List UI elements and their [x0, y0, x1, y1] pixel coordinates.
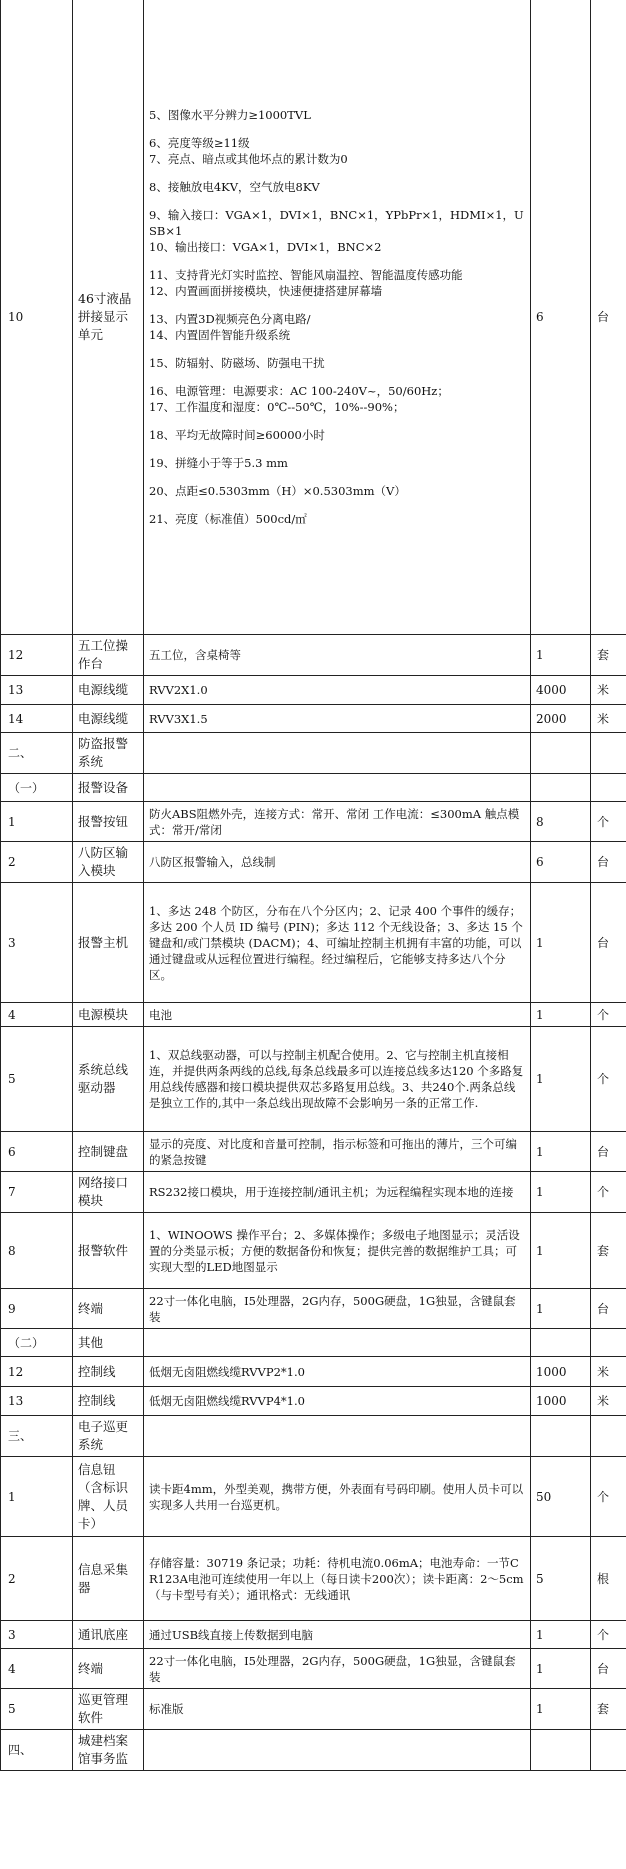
row-index: 4: [1, 1003, 73, 1027]
row-index: 5: [1, 1027, 73, 1132]
item-name: 电源模块: [73, 1003, 144, 1027]
quantity: 1: [531, 635, 591, 676]
section-title: 电子巡更系统: [73, 1416, 144, 1457]
row-index: 3: [1, 1621, 73, 1649]
item-description: 低烟无卤阻燃线缆RVVP2*1.0: [144, 1357, 531, 1387]
spec-line: 11、支持背光灯实时监控、智能风扇温控、智能温度传感功能: [149, 267, 463, 282]
item-description: 1、多达 248 个防区，分布在八个分区内；2、记录 400 个事件的缓存；多达 200 个人员 ID 编号 (PIN)；多达 112 个无线设备；3、多达 15 个键盘和/或门禁模块 (DACM)；4、可编址控制主机拥有丰富的功能，可以通过键盘或从远程位置进行编程。经过编程后，它能够支持多达八个分区。: [144, 883, 531, 1003]
table-row: [1, 1621, 626, 1649]
table-row: [1, 635, 626, 676]
quantity: [531, 1329, 591, 1357]
item-name: 电源线缆: [73, 705, 144, 733]
unit: 台: [591, 0, 626, 635]
table-row: [1, 1172, 626, 1213]
item-name: 八防区输入模块: [73, 842, 144, 883]
item-description: [144, 1416, 531, 1457]
table-row: [1, 1649, 626, 1689]
unit: [591, 1416, 626, 1457]
row-index: 9: [1, 1289, 73, 1329]
table-row: [1, 1689, 626, 1730]
item-name: 信息钮（含标识牌、人员卡）: [73, 1457, 144, 1537]
row-index: 2: [1, 1537, 73, 1621]
unit: 个: [591, 1621, 626, 1649]
unit: 个: [591, 1457, 626, 1537]
quantity: 4000: [531, 676, 591, 705]
table-row: [1, 1387, 626, 1416]
item-name: 巡更管理软件: [73, 1689, 144, 1730]
table-row: [1, 1537, 626, 1621]
spec-line: 17、工作温度和湿度：0℃--50℃，10%--90%；: [149, 399, 405, 414]
item-name: 网络接口模块: [73, 1172, 144, 1213]
quantity: 8: [531, 802, 591, 842]
row-index: 1: [1, 802, 73, 842]
quantity: 2000: [531, 705, 591, 733]
row-index: 3: [1, 883, 73, 1003]
row-index: 13: [1, 676, 73, 705]
unit: 米: [591, 1387, 626, 1416]
table-row: [1, 802, 626, 842]
quantity: 1: [531, 1172, 591, 1213]
unit: 个: [591, 802, 626, 842]
quantity: 1: [531, 1213, 591, 1289]
spec-line: 7、亮点、暗点或其他坏点的累计数为0: [149, 151, 348, 166]
item-name: 终端: [73, 1649, 144, 1689]
row-index: 2: [1, 842, 73, 883]
unit: 台: [591, 883, 626, 1003]
spec-list: [144, 0, 531, 635]
item-description: [144, 774, 531, 802]
table-row: [1, 1357, 626, 1387]
quantity: 6: [531, 842, 591, 883]
table-row: [1, 1003, 626, 1027]
spec-line: 16、电源管理：电源要求：AC 100-240V~，50/60Hz；: [149, 383, 449, 398]
section-index: 二、: [1, 733, 73, 774]
item-description: 22寸一体化电脑，I5处理器，2G内存，500G硬盘，1G独显，含键鼠套装: [144, 1649, 531, 1689]
item-name: 46寸液晶拼接显示单元: [73, 0, 144, 635]
spec-line: 6、亮度等级≥11级: [149, 135, 250, 150]
row-index: 4: [1, 1649, 73, 1689]
quantity: 1: [531, 1621, 591, 1649]
item-description: 五工位，含桌椅等: [144, 635, 531, 676]
subsection-index: （二）: [1, 1329, 73, 1357]
section-header-row: [1, 1416, 626, 1457]
section-header-row: [1, 733, 626, 774]
item-description: RVV3X1.5: [144, 705, 531, 733]
item-description: RVV2X1.0: [144, 676, 531, 705]
item-name: 报警按钮: [73, 802, 144, 842]
item-description: 标准版: [144, 1689, 531, 1730]
spec-line: 21、亮度（标准值）500cd/㎡: [149, 511, 307, 526]
item-name: 五工位操作台: [73, 635, 144, 676]
spec-line: 13、内置3D视频亮色分离电路/: [149, 311, 311, 326]
table-row: [1, 1027, 626, 1132]
item-description: 八防区报警输入，总线制: [144, 842, 531, 883]
spec-line: 19、拼缝小于等于5.3 mm: [149, 455, 288, 470]
quantity: 1: [531, 883, 591, 1003]
spec-line: 20、点距≤0.5303mm（H）×0.5303mm（V）: [149, 483, 406, 498]
unit: 台: [591, 1289, 626, 1329]
spec-line: 15、防辐射、防磁场、防强电干扰: [149, 355, 325, 370]
unit: [591, 1730, 626, 1771]
item-description: 通过USB线直接上传数据到电脑: [144, 1621, 531, 1649]
unit: 米: [591, 676, 626, 705]
table-row: [1, 1457, 626, 1537]
spec-line: 5、图像水平分辨力≥1000TVL: [149, 107, 311, 122]
quantity: 6: [531, 0, 591, 635]
item-description: 1、双总线驱动器，可以与控制主机配合使用。2、它与控制主机直接相连，并提供两条两线的总线,每条总线最多可以连接总线多达120 个多路复用总线传感器和接口模块提供双芯多路复用总线。3、共240个.两条总线是独立工作的,其中一条总线出现故障不会影响另一条的正常工作.: [144, 1027, 531, 1132]
item-description: [144, 1730, 531, 1771]
item-name: 控制线: [73, 1387, 144, 1416]
section-index: 三、: [1, 1416, 73, 1457]
item-description: [144, 733, 531, 774]
item-name: 通讯底座: [73, 1621, 144, 1649]
item-name: 电源线缆: [73, 676, 144, 705]
section-title: 防盗报警系统: [73, 733, 144, 774]
spec-line: 18、平均无故障时间≥60000小时: [149, 427, 325, 442]
section-title: 城建档案馆事务监: [73, 1730, 144, 1771]
subsection-index: （一）: [1, 774, 73, 802]
unit: 米: [591, 705, 626, 733]
quantity: 1: [531, 1689, 591, 1730]
spec-line: 10、输出接口：VGA×1，DVI×1，BNC×2: [149, 239, 382, 254]
unit: 套: [591, 1213, 626, 1289]
section-index: 四、: [1, 1730, 73, 1771]
unit: 米: [591, 1357, 626, 1387]
unit: 根: [591, 1537, 626, 1621]
row-index: 10: [1, 0, 73, 635]
row-index: 7: [1, 1172, 73, 1213]
quantity: 1: [531, 1289, 591, 1329]
table-row: [1, 883, 626, 1003]
unit: 台: [591, 1649, 626, 1689]
subsection-title: 报警设备: [73, 774, 144, 802]
unit: [591, 733, 626, 774]
item-description: 显示的亮度、对比度和音量可控制，指示标签和可拖出的薄片，三个可编的紧急按键: [144, 1132, 531, 1172]
item-name: 控制线: [73, 1357, 144, 1387]
quantity: 1: [531, 1132, 591, 1172]
quantity: 1: [531, 1649, 591, 1689]
subsection-header-row: [1, 774, 626, 802]
subsection-header-row: [1, 1329, 626, 1357]
section-header-row: [1, 1730, 626, 1771]
table-row: [1, 842, 626, 883]
quantity: 1000: [531, 1357, 591, 1387]
item-description: [144, 1329, 531, 1357]
spec-line: 14、内置固件智能升级系统: [149, 327, 291, 342]
item-name: 控制键盘: [73, 1132, 144, 1172]
spec-line: 8、接触放电4KV，空气放电8KV: [149, 179, 320, 194]
spec-line: 9、输入接口：VGA×1，DVI×1，BNC×1，YPbPr×1，HDMI×1，USB×1: [149, 207, 524, 238]
item-description: 22寸一体化电脑，I5处理器，2G内存，500G硬盘，1G独显，含键鼠套装: [144, 1289, 531, 1329]
row-index: 1: [1, 1457, 73, 1537]
quantity: [531, 1416, 591, 1457]
quantity: 1: [531, 1003, 591, 1027]
table-row: [1, 1289, 626, 1329]
unit: 套: [591, 1689, 626, 1730]
quantity: 5: [531, 1537, 591, 1621]
quantity: 1: [531, 1027, 591, 1132]
item-description: 读卡距4mm，外型美观，携带方便，外表面有号码印刷。使用人员卡可以实现多人共用一台巡更机。: [144, 1457, 531, 1537]
quantity: [531, 733, 591, 774]
item-description: 防火ABS阻燃外壳，连接方式：常开、常闭 工作电流：≤300mA 触点模式：常开/常闭: [144, 802, 531, 842]
item-name: 报警主机: [73, 883, 144, 1003]
unit: [591, 774, 626, 802]
subsection-title: 其他: [73, 1329, 144, 1357]
item-description: 1、WINOOWS 操作平台；2、多媒体操作；多级电子地图显示；灵活设置的分类显示板；方便的数据备份和恢复；提供完善的数据维护工具；可实现大型的LED地图显示: [144, 1213, 531, 1289]
quantity: 1000: [531, 1387, 591, 1416]
table-row: [1, 676, 626, 705]
table-row: [1, 0, 626, 635]
unit: 套: [591, 635, 626, 676]
item-name: 系统总线驱动器: [73, 1027, 144, 1132]
unit: [591, 1329, 626, 1357]
row-index: 5: [1, 1689, 73, 1730]
table-row: [1, 1213, 626, 1289]
unit: 台: [591, 1132, 626, 1172]
row-index: 13: [1, 1387, 73, 1416]
quantity: 50: [531, 1457, 591, 1537]
item-name: 终端: [73, 1289, 144, 1329]
spec-line: 12、内置画面拼接模块，快速便捷搭建屏幕墙: [149, 283, 383, 298]
row-index: 12: [1, 1357, 73, 1387]
item-description: RS232接口模块，用于连接控制/通讯主机；为远程编程实现本地的连接: [144, 1172, 531, 1213]
unit: 台: [591, 842, 626, 883]
item-description: 电池: [144, 1003, 531, 1027]
table-row: [1, 705, 626, 733]
row-index: 6: [1, 1132, 73, 1172]
table-row: [1, 1132, 626, 1172]
unit: 个: [591, 1003, 626, 1027]
unit: 个: [591, 1027, 626, 1132]
row-index: 12: [1, 635, 73, 676]
quantity: [531, 1730, 591, 1771]
item-name: 信息采集器: [73, 1537, 144, 1621]
item-name: 报警软件: [73, 1213, 144, 1289]
item-description: 存储容量：30719 条记录；功耗：待机电流0.06mA；电池寿命：一节CR123A电池可连续使用一年以上（每日读卡200次）；读卡距离：2～5cm（与卡型号有关）；通讯格式：无线通讯: [144, 1537, 531, 1621]
unit: 个: [591, 1172, 626, 1213]
row-index: 14: [1, 705, 73, 733]
item-description: 低烟无卤阻燃线缆RVVP4*1.0: [144, 1387, 531, 1416]
row-index: 8: [1, 1213, 73, 1289]
quantity: [531, 774, 591, 802]
